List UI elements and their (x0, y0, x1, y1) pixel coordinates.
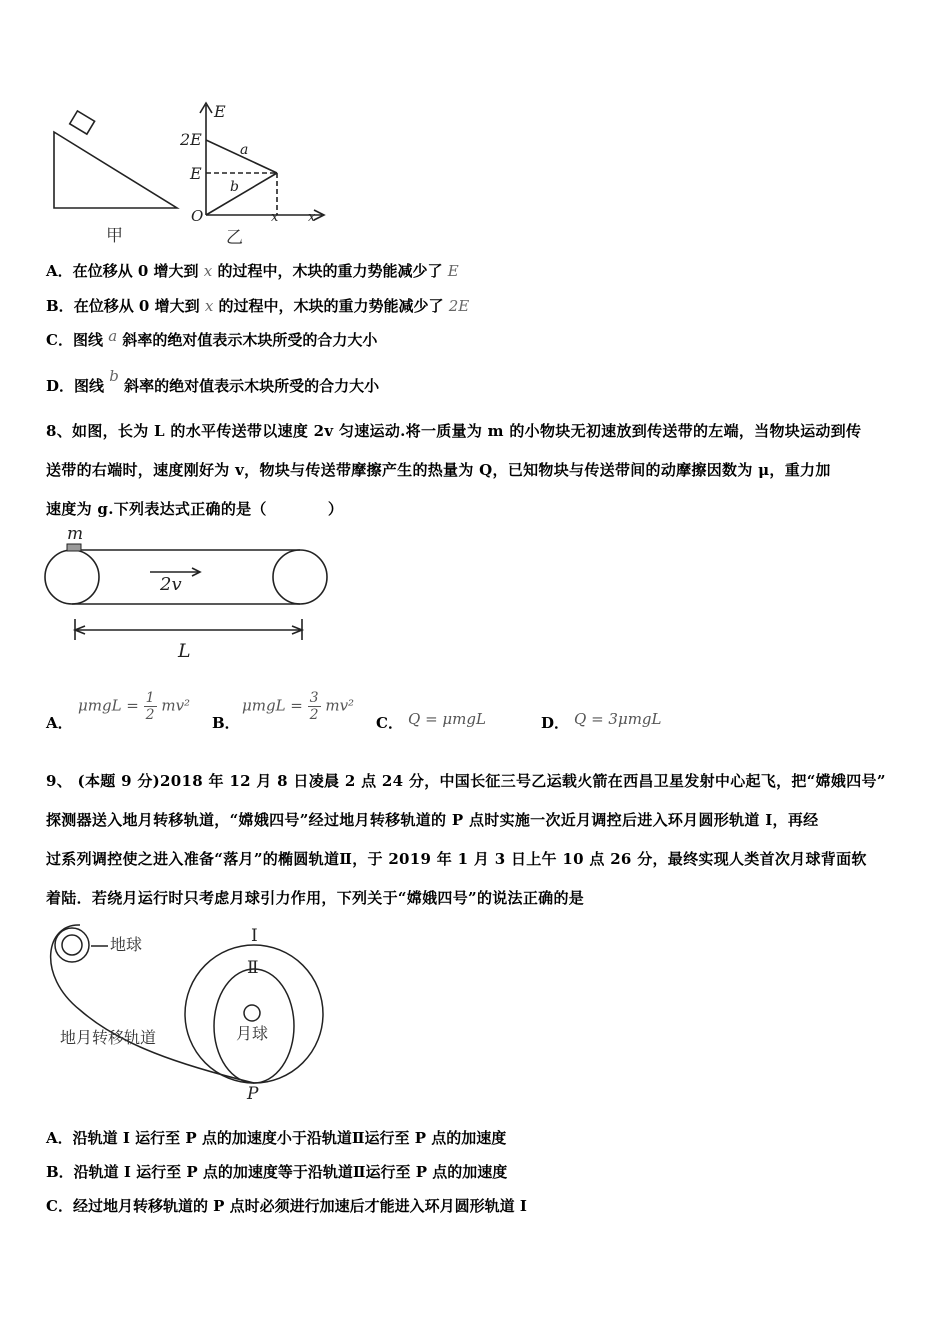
mass-label: m (67, 524, 84, 544)
q7-option-c: C．图线 a 斜率的绝对值表示木块所受的合力大小 (46, 327, 378, 349)
tick-E-label: E (190, 164, 202, 183)
q8-option-d: D． (541, 714, 570, 732)
line-a-label: a (240, 142, 249, 158)
block-m (67, 544, 81, 551)
q8-conveyor-figure (40, 522, 340, 662)
q8-stem: 8、如图，长为 L 的水平传送带以速度 2v 匀速运动.将一质量为 m 的小物块无初速放到传送带的左端，当物块运动到传 送带的右端时，速度刚好为 v，物块与传送带摩擦产生的热量为 Q，已知物块与传送带间的动摩擦因数为 μ，重力加 速度为 g.下列表达式正确的是（ ） (46, 422, 862, 518)
q9-option-b: B．沿轨道 I 运行至 P 点的加速度等于沿轨道Ⅱ运行至 P 点的加速度 (46, 1163, 508, 1181)
q8-option-b: B． (212, 714, 240, 732)
label-jia: 甲 (106, 226, 123, 246)
q9-option-a: A．沿轨道 I 运行至 P 点的加速度小于沿轨道Ⅱ运行至 P 点的加速度 (46, 1129, 507, 1147)
orbit-I-label: I (251, 926, 258, 946)
line-b-label: b (230, 179, 239, 195)
q7-option-d: D．图线 b 斜率的绝对值表示木块所受的合力大小 (46, 367, 380, 395)
tick-x-label: x (271, 210, 279, 225)
q8-option-c: C． (376, 714, 403, 732)
incline-diagram (54, 111, 177, 208)
tick-2E-label: 2E (180, 130, 202, 149)
q9-stem: 9、 (本题 9 分)2018 年 12 月 8 日凌晨 2 点 24 分，中国长征三号乙运载火箭在西昌卫星发射中心起飞，把“嫦娥四号” 探测器送入地月转移轨道，“嫦娥四号”经过地月转移轨道的 P 点时实施一次近月调控后进入环月圆形轨道 I，再经 过系列调控使之进入准备“落月”的椭圆轨道Ⅱ，于 2019 年 1 月 3 日上午 10 点 26 分，最终实现人类首次月球背面软 着陆．若绕月运行时只考虑月球引力作用，下列关于“嫦娥四号”的说法正确的是 (46, 772, 886, 907)
q8-option-a-expr: μmgL = $\frac{1}{2}$ mv² (78, 690, 191, 723)
transfer-orbit-label: 地月转移轨道 (60, 1028, 157, 1047)
q7-option-a: A．在位移从 0 增大到 x 的过程中，木块的重力势能减少了 E (46, 262, 459, 280)
earth-outer (55, 928, 89, 962)
point-P-label: P (247, 1084, 259, 1104)
q8-option-b-expr: μmgL = $\frac{3}{2}$ mv² (242, 690, 355, 723)
orbit-II-label: Ⅱ (247, 958, 259, 978)
q9-option-c: C．经过地月转移轨道的 P 点时必须进行加速后才能进入环月圆形轨道 I (46, 1197, 527, 1215)
q8-option-d-expr: Q = 3μmgL (574, 710, 662, 728)
q8-option-c-expr: Q = μmgL (408, 710, 486, 728)
moon (244, 1005, 260, 1021)
speed-label: 2v (160, 574, 182, 595)
origin-label: O (191, 207, 204, 225)
axis-E-label: E (214, 102, 226, 121)
q7-option-b: B．在位移从 0 增大到 x 的过程中，木块的重力势能减少了 2E (46, 297, 470, 315)
q9-orbit-figure (40, 915, 340, 1105)
q7-figure (40, 95, 340, 250)
graph-line-b (206, 173, 277, 215)
left-pulley (45, 550, 99, 604)
right-pulley (273, 550, 327, 604)
q8-option-a: A． (46, 714, 73, 732)
length-label: L (178, 640, 191, 662)
axis-x-label: x (308, 210, 316, 225)
earth-label: 地球 (110, 935, 143, 954)
earth-inner (62, 935, 82, 955)
moon-label: 月球 (236, 1024, 269, 1043)
label-yi: 乙 (226, 228, 243, 248)
